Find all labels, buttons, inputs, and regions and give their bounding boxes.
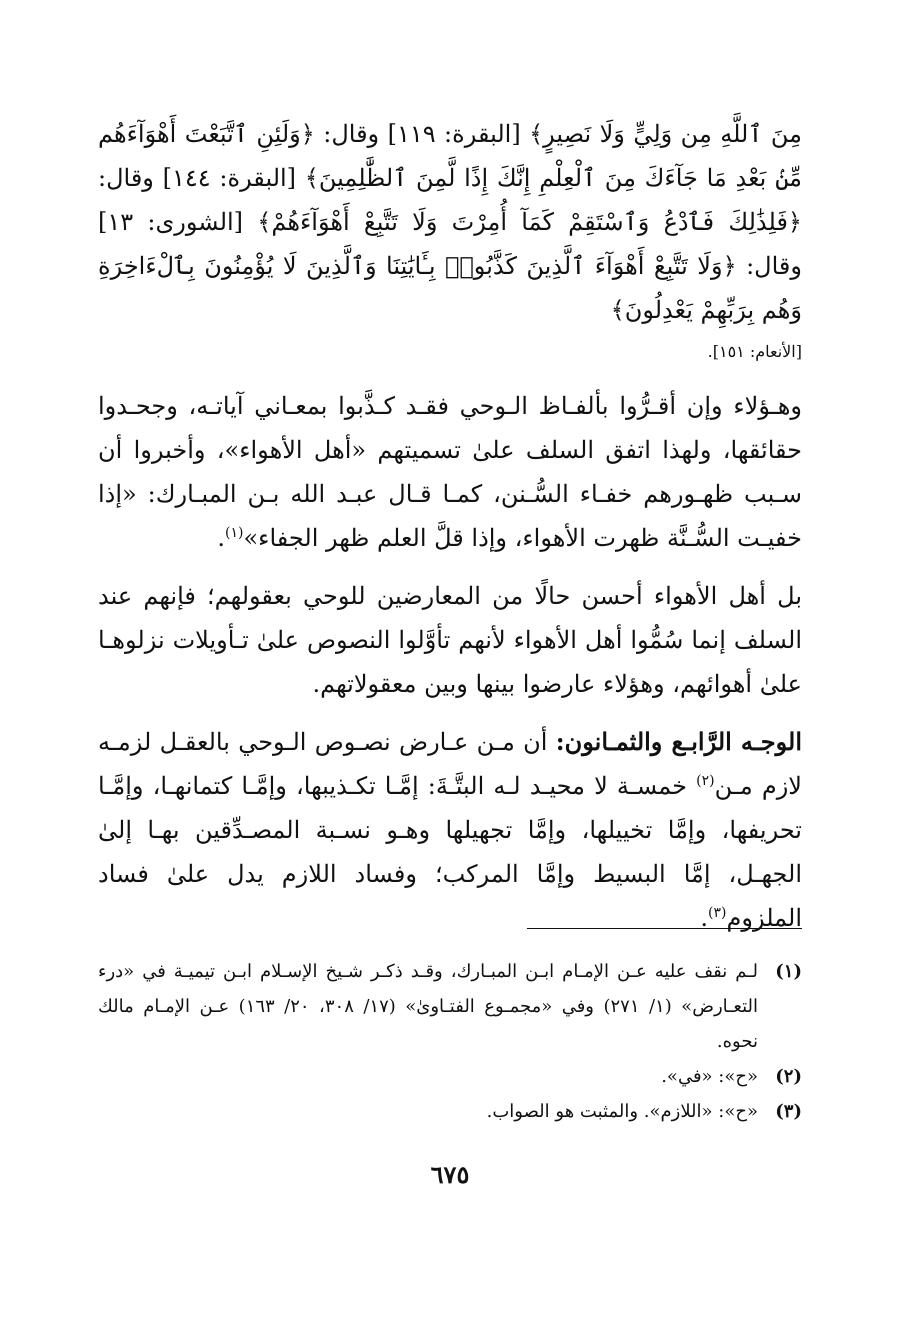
quran-citations-paragraph <box>98 112 802 372</box>
fourth-eightieth-aspect-paragraph <box>98 720 802 940</box>
ahl-al-ahwa-paragraph <box>98 384 802 560</box>
paragraph-text: وهـؤلاء وإن أقـرُّوا بألفـاظ الـوحي فقـد كـذَّبوا بمعـاني آياتـه، وجحـدوا حقائقها، ولهذا اتفق السلف علىٰ تسميتهم «أهل الأهواء»، وأخبروا أن سـبب ظهـورهم خفـاء السُّـنن، كمـا قـال عبـد الله بـن المبـارك: «إذا خفيـت السُّـنَّة ظهرت الأهواء، وإذا قلَّ العلم ظهر الجفاء» <box>98 392 802 552</box>
paragraph-text-part-a: أن مـن عـارض نصـوص الـوحي بالعقـل لزمـه لازم مـن <box>98 728 802 800</box>
footnote-marker-2[interactable]: (٢) <box>696 773 715 789</box>
quran-citations-text: مِنَ ٱللَّهِ مِن وَلِيٍّ وَلَا نَصِيرٍ﴾ [البقرة: ١١٩] وقال: ﴿وَلَئِنِ ٱتَّبَعْتَ أَهْوَآءَهُم مِّنۢ بَعْدِ مَا جَآءَكَ مِنَ ٱلْعِلْمِ إِنَّكَ إِذًا لَّمِنَ ٱلظَّٰلِمِينَ﴾ [البقرة: ١٤٤] وقال: ﴿فَلِذَٰلِكَ فَٱدْعُ وَٱسْتَقِمْ كَمَآ أُمِرْتَ وَلَا تَتَّبِعْ أَهْوَآءَهُمْ﴾ [الشورى: ١٣] وقال: ﴿وَلَا تَتَّبِعْ أَهْوَآءَ ٱلَّذِينَ كَذَّبُوا۟ بِـَٔايَٰتِنَا وَٱلَّذِينَ لَا يُؤْمِنُونَ بِٱلْءَاخِرَةِ وَهُم بِرَبِّهِمْ يَعْدِلُونَ﴾ <box>98 120 802 324</box>
footnote-3 <box>98 1094 802 1129</box>
footnote-text: «ح»: «اللازم». والمثبت هو الصواب. <box>486 1101 758 1122</box>
comparison-paragraph <box>98 574 802 706</box>
paragraph-text: بل أهل الأهواء أحسن حالًا من المعارضين للوحي بعقولهم؛ فإنهم عند السلف إنما سُمُّوا أهل الأهواء لأنهم تأوَّلوا النصوص علىٰ تـأويلات نزلوهـا علىٰ أهوائهم، وهؤلاء عارضوا بينها وبين معقولاتهم. <box>98 582 802 698</box>
paragraph-end: . <box>217 524 225 552</box>
surah-reference: [الأنعام: ١٥١]. <box>707 342 802 361</box>
footnote-text: لـم نقف عليه عـن الإمـام ابـن المبـارك، وقـد ذكـر شـيخ الإسـلام ابـن تيميـة في «درء التعـارض» (١/ ٢٧١) وفي «مجمـوع الفتـاوىٰ» (١٧/ ٣٠٨، ٢٠/ ١٦٣) عـن الإمـام مالك نحوه. <box>98 961 759 1052</box>
footnote-text: «ح»: «في». <box>661 1066 758 1087</box>
footnote-number: (٣) <box>775 1101 802 1122</box>
paragraph-text-part-b: خمسـة لا محيـد لـه البتَّـةَ: إمَّـا تكـذيبها، وإمَّـا كتمانهـا، وإمَّـا تحريفها، وإمَّا تخييلها، وإمَّا تجهيلها وهـو نسـبة المصـدِّقين بهـا إلىٰ الجهـل، إمَّا البسيط وإمَّا المركب؛ وفساد اللازم يدل علىٰ فساد الملزوم <box>98 772 803 932</box>
section-heading: الوجـه الرَّابـع والثمـانون: <box>555 727 802 756</box>
footnote-2 <box>98 1059 802 1094</box>
paragraph-end: . <box>700 904 709 932</box>
page-number: ٦٧٥ <box>430 1160 470 1189</box>
footnote-marker-1[interactable]: (١) <box>225 525 244 541</box>
footnotes-section <box>98 954 802 1129</box>
footnote-number: (٢) <box>775 1066 802 1087</box>
footnote-separator <box>527 928 802 929</box>
footnote-marker-3[interactable]: (٣) <box>708 905 727 921</box>
footnote-number: (١) <box>775 961 802 982</box>
footnote-1 <box>98 954 802 1059</box>
main-text <box>98 112 802 954</box>
